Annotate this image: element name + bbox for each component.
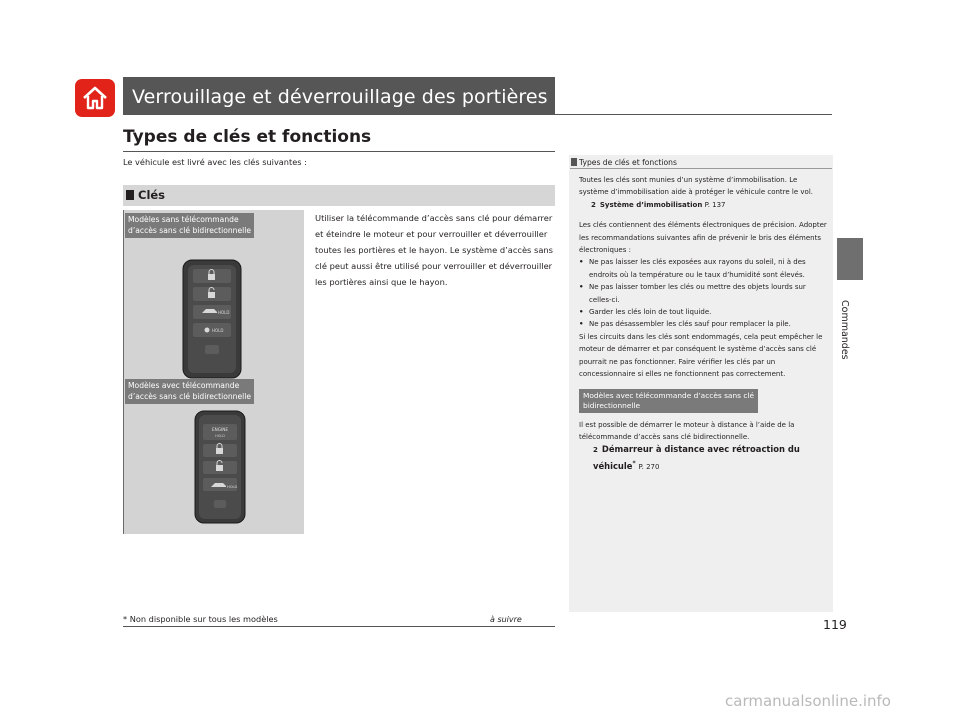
- keys-description: Utiliser la télécommande d’accès sans clé pour démarrer et éteindre le moteur et pour verrouiller et déverrouiller toutes les portières et le hayon. Le système d’accès sans clé peut aussi être utilisé pour verrouiller et déverrouiller les portières ainsi que le hayon.: [315, 213, 554, 287]
- note-paragraph-1: Toutes les clés sont munies d’un système d’immobilisation. Le système d’immobilisation aide à protéger le véhicule contre le vol.: [579, 176, 814, 197]
- note-bullet-2: • Ne pas laisser tomber les clés ou mettre des objets lourds sur celles-ci.: [579, 281, 827, 306]
- remote-start-reference-label: Démarreur à distance avec rétroaction du véhicule: [593, 444, 800, 472]
- title-rule: [555, 114, 832, 115]
- key-2-engine-hold-label: HOLD: [215, 434, 225, 438]
- key-1-hold-label-1: HOLD: [218, 310, 230, 315]
- subsection-heading: Clés: [138, 188, 166, 202]
- note-bullet-4: • Ne pas désassembler les clés sauf pour remplacer la pile.: [579, 318, 827, 330]
- section-heading: Types de clés et fonctions: [123, 127, 372, 147]
- note-marker: [571, 158, 577, 166]
- note-paragraph-3: Si les circuits dans les clés sont endommagés, cela peut empêcher le moteur de démarrer et par conséquent le système d’accès sans clé pourrait ne pas fonctionner. Faire vérifier les clés par un concessionnaire si elles ne fonctionnent pas correctement.: [579, 332, 823, 379]
- note-paragraph-4: Il est possible de démarrer le moteur à distance à l’aide de la télécommande d’accès sans clé bidirectionnelle.: [579, 420, 795, 441]
- remote-start-reference-page: P. 270: [638, 463, 660, 472]
- continued-label: à suivre: [490, 615, 522, 624]
- arrow-icon: 2: [593, 446, 598, 455]
- model-tag-with-two-way: Modèles avec télécommande d’accès sans clé bidirectionnelle: [125, 379, 254, 404]
- key-fob-2-image: [194, 410, 246, 524]
- note-bullet-3: • Garder les clés loin de tout liquide.: [579, 306, 827, 318]
- remote-start-asterisk: *: [632, 460, 636, 468]
- subsection-bar: [123, 185, 555, 206]
- page-number: 119: [823, 617, 847, 632]
- notes-content: [579, 174, 827, 474]
- remote-start-reference[interactable]: [579, 443, 827, 474]
- immobilizer-reference-label: Système d’immobilisation: [599, 200, 703, 209]
- chapter-tab[interactable]: [837, 238, 863, 280]
- key-2-hold-label: HOLD: [227, 485, 238, 489]
- key-2-engine-label: ENGINE: [211, 427, 229, 432]
- note-bullet-1: • Ne pas laisser les clés exposées aux rayons du soleil, ni à des endroits où la température ou le taux d’humidité sont élevés.: [579, 256, 827, 281]
- key-illustration-panel: [123, 210, 304, 534]
- home-icon[interactable]: [75, 79, 115, 117]
- key-fob-1-image: [182, 259, 242, 379]
- page-title: Verrouillage et déverrouillage des portières: [132, 86, 548, 108]
- subsection-marker: [126, 190, 134, 200]
- key-1-hold-label-2: HOLD: [212, 328, 224, 333]
- arrow-icon: 2: [591, 200, 596, 209]
- model-tag-without-two-way: Modèles sans télécommande d’accès sans clé bidirectionnelle: [125, 213, 254, 238]
- notes-rule: [570, 168, 832, 169]
- section-intro: Le véhicule est livré avec les clés suivantes :: [123, 157, 307, 167]
- notes-title: Types de clés et fonctions: [579, 158, 677, 167]
- watermark: carmanualsonline.info: [725, 692, 891, 710]
- house-glyph: [81, 84, 109, 112]
- immobilizer-reference-page: P. 137: [704, 200, 726, 209]
- immobilizer-reference[interactable]: [579, 199, 827, 211]
- section-rule: [123, 151, 555, 152]
- chapter-tab-label: Commandes: [839, 300, 850, 360]
- notes-model-tag: Modèles avec télécommande d’accès sans clé bidirectionnelle: [579, 389, 758, 413]
- footnote: * Non disponible sur tous les modèles: [123, 614, 278, 624]
- note-paragraph-2: Les clés contiennent des éléments électroniques de précision. Adopter les recommandations suivantes afin de prévenir le bris des éléments électroniques :: [579, 221, 827, 255]
- footer-rule: [123, 626, 555, 627]
